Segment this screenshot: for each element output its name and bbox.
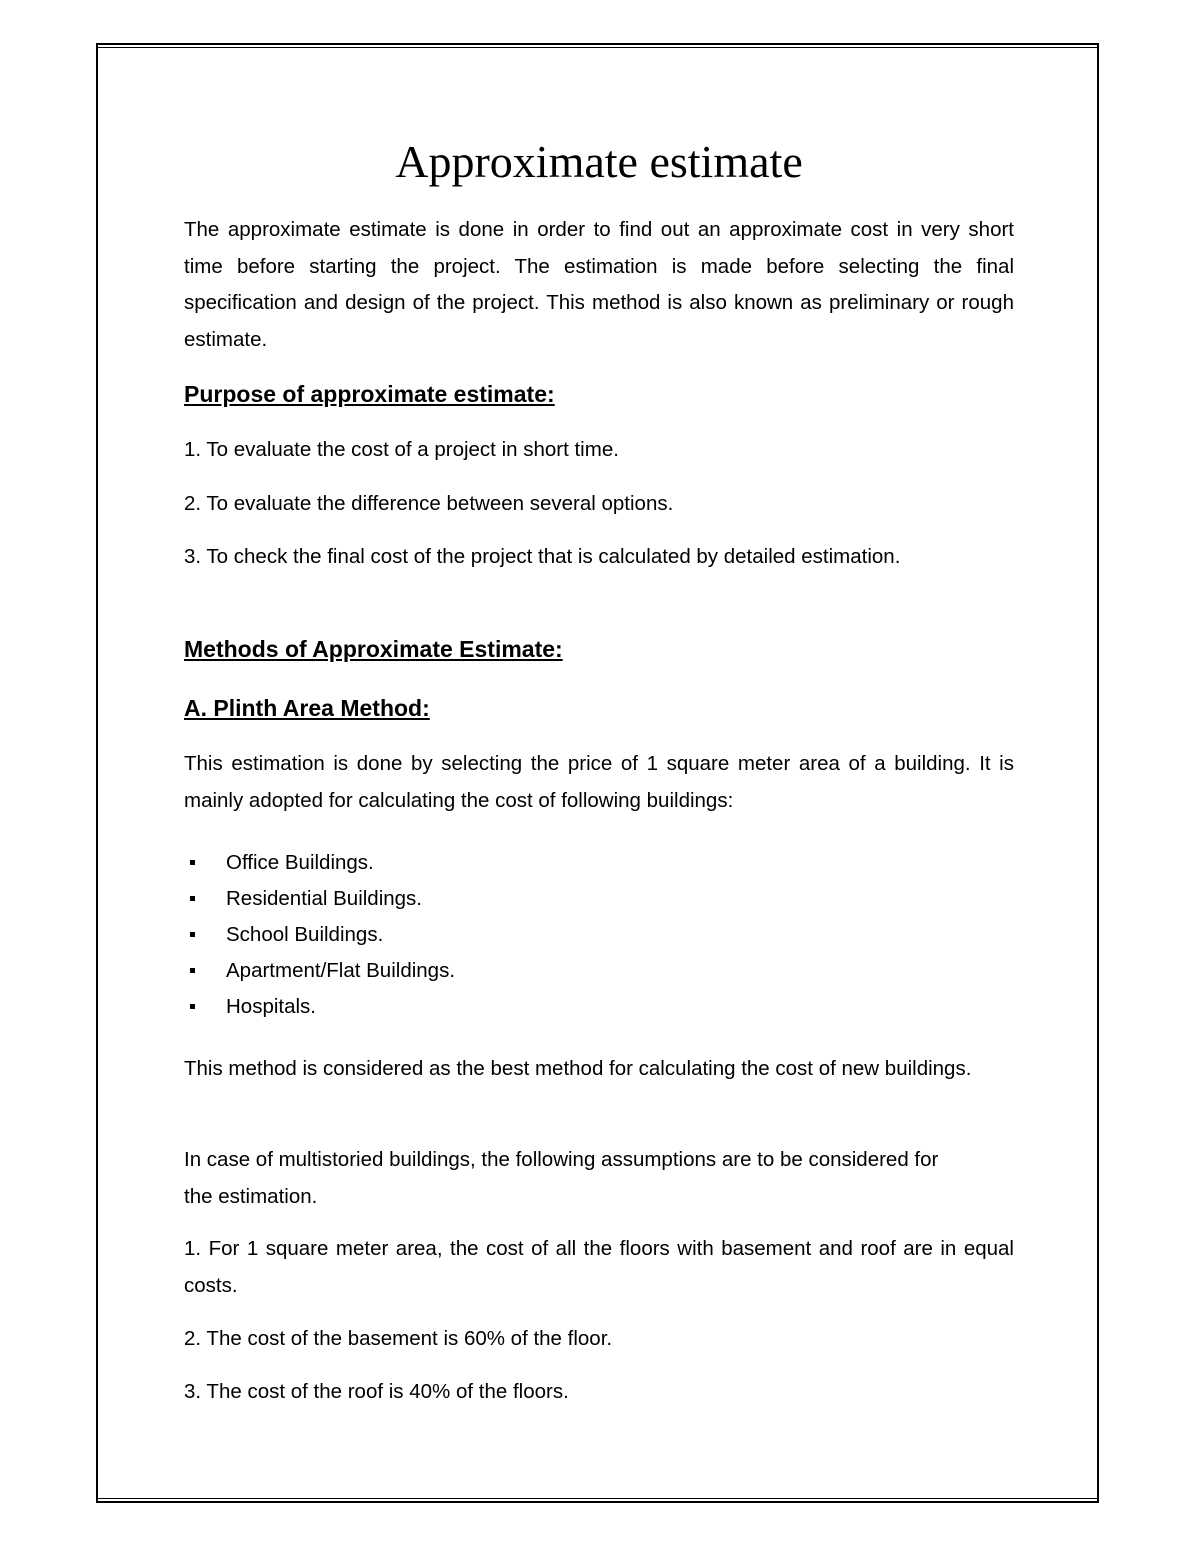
square-bullet-icon [190,968,195,973]
plinth-area-paragraph: This estimation is done by selecting the price of 1 square meter area of a building. It is mainly adopted for calculating the cost of following buildings: [184,752,1014,812]
assumption-item: 2. The cost of the basement is 60% of the floor. [184,1327,613,1350]
list-item: Hospitals. [184,989,455,1025]
purpose-item: 1. To evaluate the cost of a project in short time. [184,438,619,461]
list-item: Apartment/Flat Buildings. [184,953,455,989]
methods-heading: Methods of Approximate Estimate: [184,636,563,662]
square-bullet-icon [190,1004,195,1009]
assumption-item: 1. For 1 square meter area, the cost of all the floors with basement and roof are in equal costs. [184,1237,1014,1297]
list-item: School Buildings. [184,917,455,953]
square-bullet-icon [190,860,195,865]
building-types-list [184,845,455,1025]
assumption-item: 3. The cost of the roof is 40% of the floors. [184,1380,569,1403]
best-method-paragraph: This method is considered as the best method for calculating the cost of new buildings. [184,1057,972,1080]
purpose-heading: Purpose of approximate estimate: [184,381,555,407]
list-item: Office Buildings. [184,845,455,881]
square-bullet-icon [190,932,195,937]
purpose-item: 3. To check the final cost of the project that is calculated by detailed estimation. [184,545,901,568]
multistoried-paragraph: In case of multistoried buildings, the following assumptions are to be considered for the estimation. [184,1148,939,1208]
purpose-item: 2. To evaluate the difference between several options. [184,492,674,515]
page-title: Approximate estimate [395,136,803,187]
intro-paragraph: The approximate estimate is done in order to find out an approximate cost in very short time before starting the project. The estimation is made before selecting the final specification and design of the project. This method is also known as preliminary or rough estimate. [184,218,1014,351]
plinth-area-heading: A. Plinth Area Method: [184,695,430,721]
square-bullet-icon [190,896,195,901]
list-item: Residential Buildings. [184,881,455,917]
